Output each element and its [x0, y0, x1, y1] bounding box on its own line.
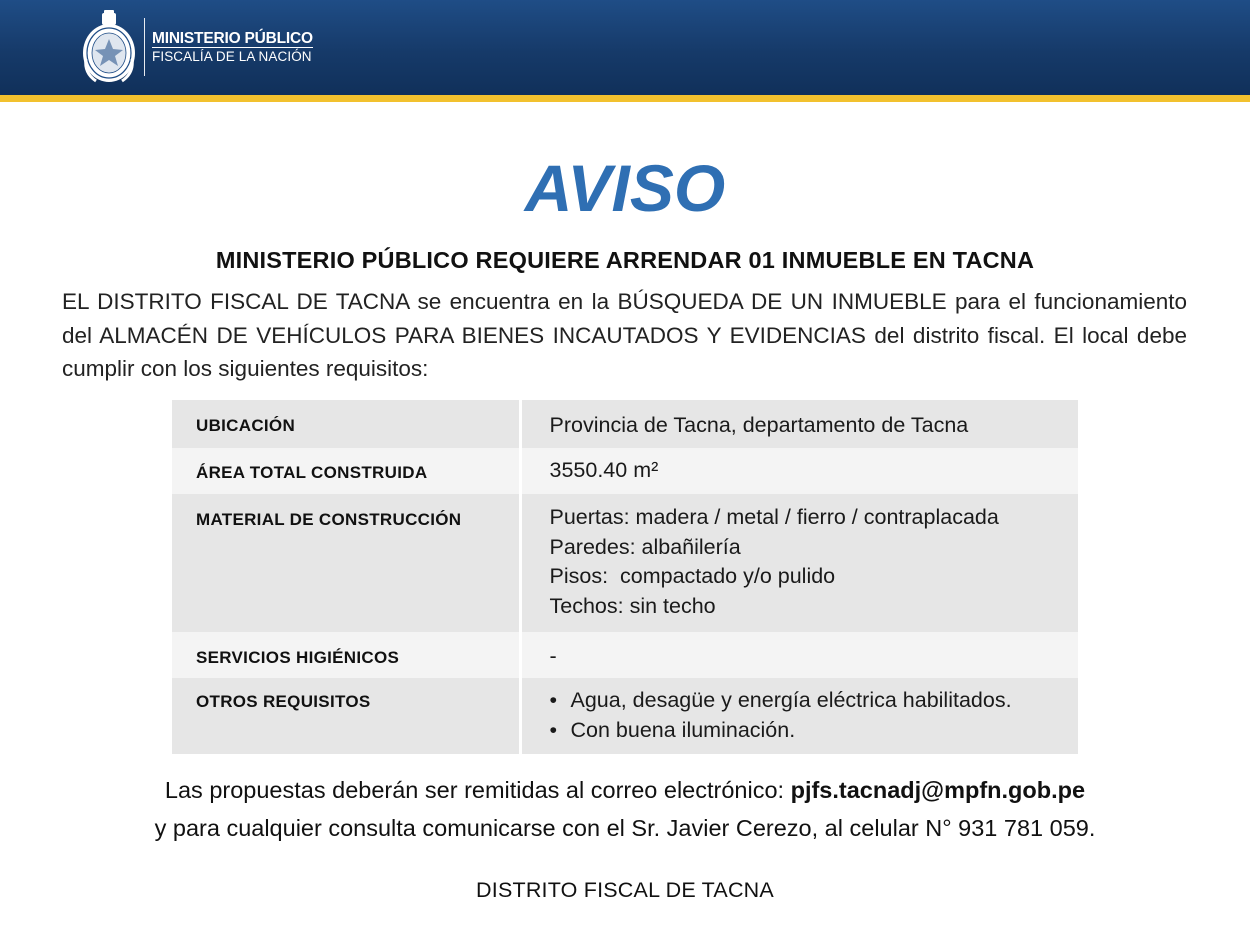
row-value-otros — [520, 678, 1078, 754]
logo-subtitle: FISCALÍA DE LA NACIÓN — [152, 49, 312, 64]
table-row — [172, 678, 1078, 754]
value-line: 3550.40 m² — [549, 458, 659, 482]
intro-paragraph: EL DISTRITO FISCAL DE TACNA se encuentra en la BÚSQUEDA DE UN INMUEBLE para el funcionamiento del ALMACÉN DE VEHÍCULOS PARA BIENES INCAUTADOS Y EVIDENCIAS del distrito fiscal. El local debe cumplir con los siguientes requisitos: — [62, 289, 1187, 381]
contact-info — [0, 771, 1250, 847]
notice-subtitle: MINISTERIO PÚBLICO REQUIERE ARRENDAR 01 INMUEBLE EN TACNA — [215, 247, 1035, 273]
list-item: • Con buena iluminación. — [550, 716, 1079, 746]
row-label-otros: OTROS REQUISITOS — [172, 678, 520, 754]
contact-email-link[interactable]: pjfs.tacnadj@mpfn.gob.pe — [790, 777, 1086, 803]
contact-prefix: Las propuestas deberán ser remitidas al correo electrónico: — [164, 777, 791, 803]
national-seal-icon — [80, 9, 138, 85]
row-value-area — [520, 448, 1078, 494]
contact-line-1 — [0, 771, 1250, 809]
value-line: Provincia de Tacna, departamento de Tacna — [549, 413, 969, 437]
list-item: • Agua, desagüe y energía eléctrica habilitados. — [550, 686, 1079, 716]
row-value-servicios — [520, 632, 1078, 678]
value-line: Paredes: albañilería — [549, 534, 741, 559]
bullet-list — [550, 686, 1079, 745]
value-line: Pisos: compactado y/o pulido — [549, 564, 836, 588]
value-line: Puertas: madera / metal / fierro / contraplacada — [549, 505, 999, 529]
requirements-table — [172, 400, 1078, 754]
header-stripe — [0, 95, 1250, 102]
institution-logo — [80, 9, 313, 85]
row-label-servicios: SERVICIOS HIGIÉNICOS — [172, 632, 520, 678]
header-bar — [0, 0, 1250, 95]
logo-text — [152, 31, 313, 64]
page-title: AVISO — [524, 151, 726, 225]
table-row — [172, 448, 1078, 494]
row-label-ubicacion: UBICACIÓN — [172, 400, 520, 448]
row-value-ubicacion — [520, 400, 1078, 448]
row-label-material: MATERIAL DE CONSTRUCCIÓN — [172, 494, 520, 632]
table-row — [172, 632, 1078, 678]
logo-title: MINISTERIO PÚBLICO — [152, 29, 313, 47]
value-line: - — [549, 644, 557, 668]
contact-line-2: y para cualquier consulta comunicarse con el Sr. Javier Cerezo, al celular N° 931 781 059. — [154, 815, 1096, 841]
footer-signature: DISTRITO FISCAL DE TACNA — [476, 878, 774, 902]
logo-divider — [144, 18, 145, 76]
row-value-material — [520, 494, 1078, 632]
table-row — [172, 494, 1078, 632]
table-row — [172, 400, 1078, 448]
row-label-area: ÁREA TOTAL CONSTRUIDA — [172, 448, 520, 494]
value-line: Techos: sin techo — [549, 593, 716, 618]
